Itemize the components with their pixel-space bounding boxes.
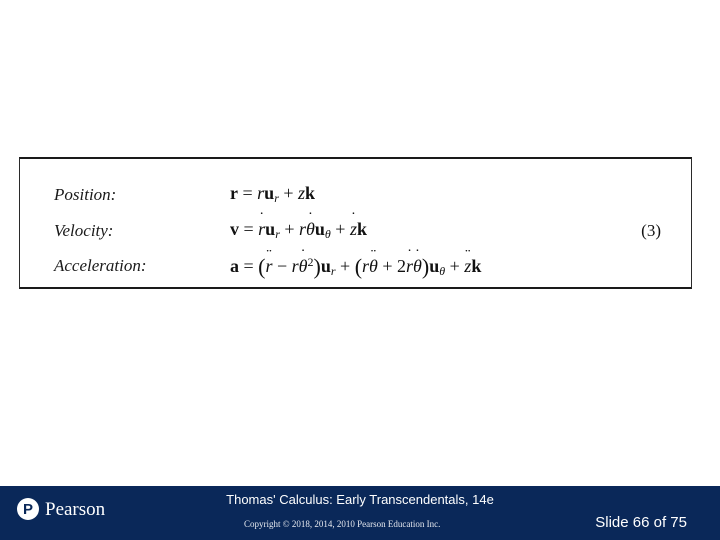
pearson-logo-text: Pearson — [45, 499, 106, 520]
position-row — [20, 181, 691, 211]
velocity-formula: v = ˙ $ru_r$ + r˙ $\theta u_\theta$ + ˙ zk — [230, 219, 367, 242]
footer-bar — [0, 486, 720, 540]
acceleration-label: Acceleration: — [54, 256, 147, 275]
position-formula: $r = ru_r$ + zk — [230, 183, 316, 205]
slide-number: Slide 66 of 75 — [595, 514, 687, 531]
book-title: Thomas' Calculus: Early Transcendentals, 14e — [226, 492, 494, 507]
pearson-logo-icon: P — [17, 498, 39, 520]
copyright-text: Copyright © 2018, 2014, 2010 Pearson Education Inc. — [244, 519, 441, 529]
acceleration-row — [20, 252, 691, 282]
acceleration-formula: a = (¨ r − r˙ $\theta^2)u_r$ + (r¨ θ + 2˙ r˙ $\theta)u_\theta$ + ¨ zk — [230, 254, 481, 280]
position-label: Position: — [54, 185, 117, 204]
equation-box — [19, 157, 692, 289]
velocity-label: Velocity: — [54, 221, 114, 240]
equation-number: (3) — [641, 221, 661, 240]
velocity-row — [20, 217, 691, 247]
